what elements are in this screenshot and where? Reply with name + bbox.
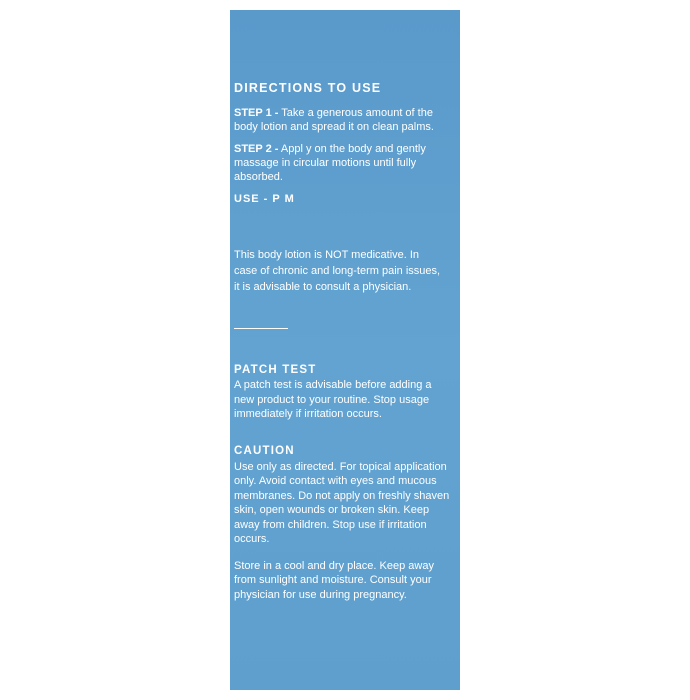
caution-heading: CAUTION xyxy=(234,444,295,457)
step-2-label: STEP 2 - xyxy=(234,143,279,155)
storage-text: Store in a cool and dry place. Keep away from sunlight and moisture. Consult your physician for use during pregnancy. xyxy=(234,559,434,601)
step-2-text: Appl y on the body and gently massage in circular motions until fully absorbed. xyxy=(234,143,426,183)
step-2 xyxy=(234,142,452,184)
use-time: USE - P M xyxy=(234,193,295,205)
step-1-label: STEP 1 - xyxy=(234,107,279,119)
label-panel xyxy=(230,10,460,690)
caution-text: Use only as directed. For topical application only. Avoid contact with eyes and mucous membranes. Do not apply on freshly shaven skin, open wounds or broken skin. Keep away from children. Stop use if irritation occurs. xyxy=(234,460,450,545)
step-1-text: Take a generous amount of the body lotion and spread it on clean palms. xyxy=(234,107,434,133)
patch-test-heading: PATCH TEST xyxy=(234,364,317,376)
label-content xyxy=(234,80,456,602)
disclaimer-text: This body lotion is NOT medicative. In case of chronic and long-term pain issues, it is advisable to consult a physician. xyxy=(234,249,441,293)
step-1 xyxy=(234,106,452,134)
patch-test-text: A patch test is advisable before adding a new product to your routine. Stop usage immediately if irritation occurs. xyxy=(234,379,432,420)
directions-heading: DIRECTIONS TO USE xyxy=(234,81,382,95)
section-divider xyxy=(234,328,288,329)
